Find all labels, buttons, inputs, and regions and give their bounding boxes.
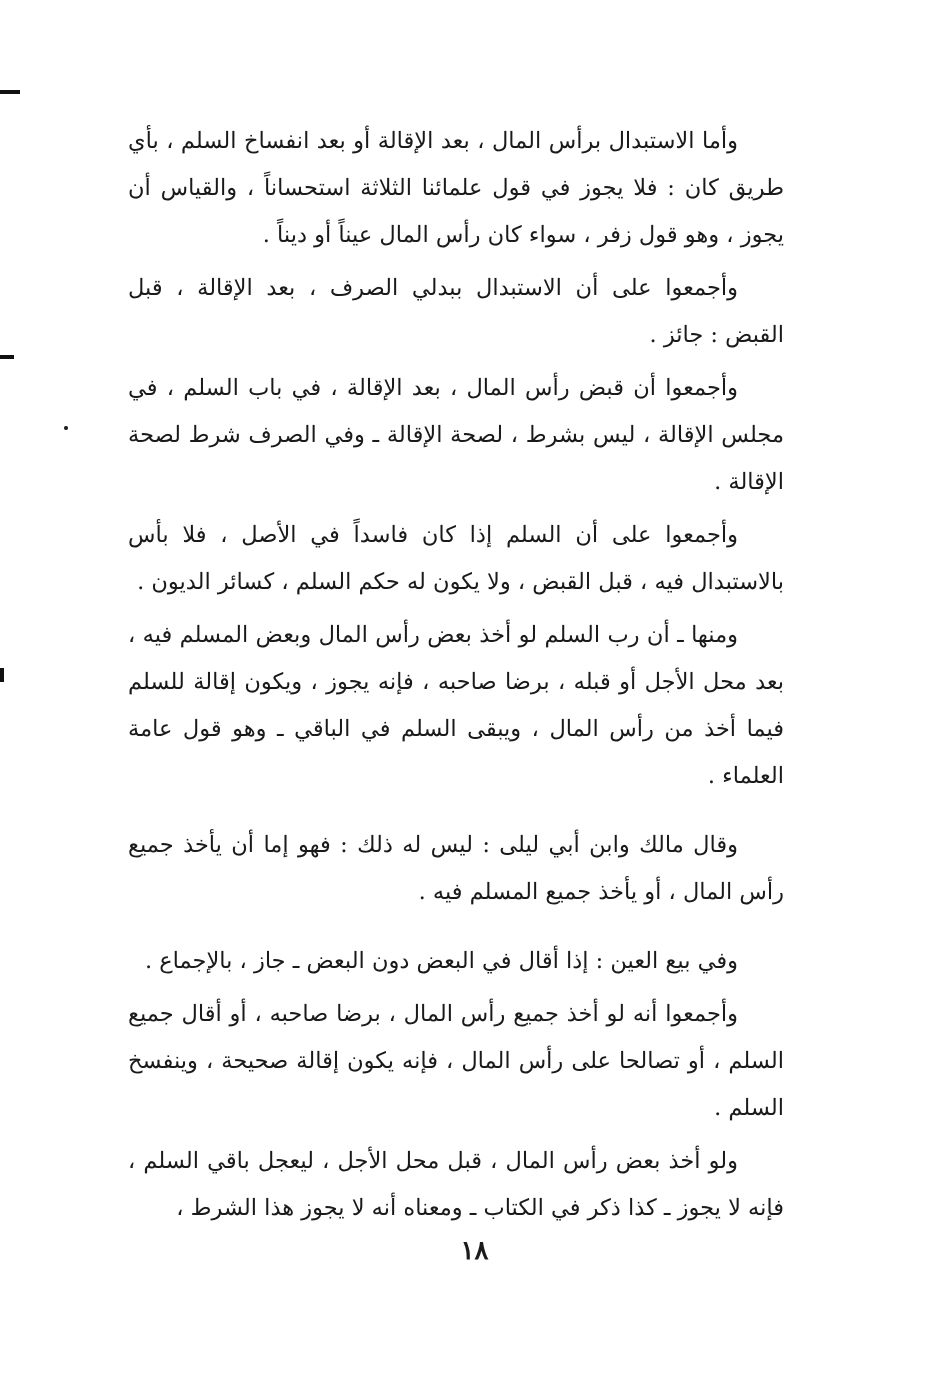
paragraph-2: وأجمعوا على أن الاستبدال ببدلي الصرف ، بعد الإقالة ، قبل القبض : جائز .: [128, 275, 784, 348]
margin-mark: [0, 355, 14, 359]
paragraph-4: وأجمعوا على أن السلم إذا كان فاسداً في الأصل ، فلا بأس بالاستبدال فيه ، قبل القبض ، ولا يكون له حكم السلم ، كسائر الديون .: [128, 522, 784, 595]
body-text: [128, 118, 784, 1238]
paragraph-6: وقال مالك وابن أبي ليلى : ليس له ذلك : فهو إما أن يأخذ جميع رأس المال ، أو يأخذ جميع المسلم فيه .: [128, 832, 784, 905]
paragraph-8: وأجمعوا أنه لو أخذ جميع رأس المال ، برضا صاحبه ، أو أقال جميع السلم ، أو تصالحا على رأس المال ، فإنه يكون إقالة صحيحة ، وينفسخ السلم .: [128, 1001, 784, 1121]
margin-mark: [0, 668, 4, 682]
paragraph-5: ومنها ـ أن رب السلم لو أخذ بعض رأس المال وبعض المسلم فيه ، بعد محل الأجل أو قبله ، برضا صاحبه ، فإنه يجوز ، ويكون إقالة للسلم فيما أخذ من رأس المال ، ويبقى السلم في الباقي ـ وهو قول عامة العلماء .: [128, 622, 784, 789]
paragraph-9: ولو أخذ بعض رأس المال ، قبل محل الأجل ، ليعجل باقي السلم ، فإنه لا يجوز ـ كذا ذكر في الكتاب ـ ومعناه أنه لا يجوز هذا الشرط ،: [128, 1148, 784, 1221]
paragraph-1: وأما الاستبدال برأس المال ، بعد الإقالة أو بعد انفساخ السلم ، بأي طريق كان : فلا يجوز في قول علمائنا الثلاثة استحساناً ، والقياس أن يجوز ، وهو قول زفر ، سواء كان رأس المال عيناً أو ديناً .: [128, 128, 784, 248]
paragraph-3: وأجمعوا أن قبض رأس المال ، بعد الإقالة ، في باب السلم ، في مجلس الإقالة ، ليس بشرط ، لصحة الإقالة ـ وفي الصرف شرط لصحة الإقالة .: [128, 375, 784, 495]
margin-dot: [64, 426, 68, 430]
page-number: ١٨: [460, 1236, 489, 1266]
margin-mark: [0, 90, 20, 94]
paragraph-7: وفي بيع العين : إذا أقال في البعض دون البعض ـ جاز ، بالإجماع .: [144, 948, 738, 974]
